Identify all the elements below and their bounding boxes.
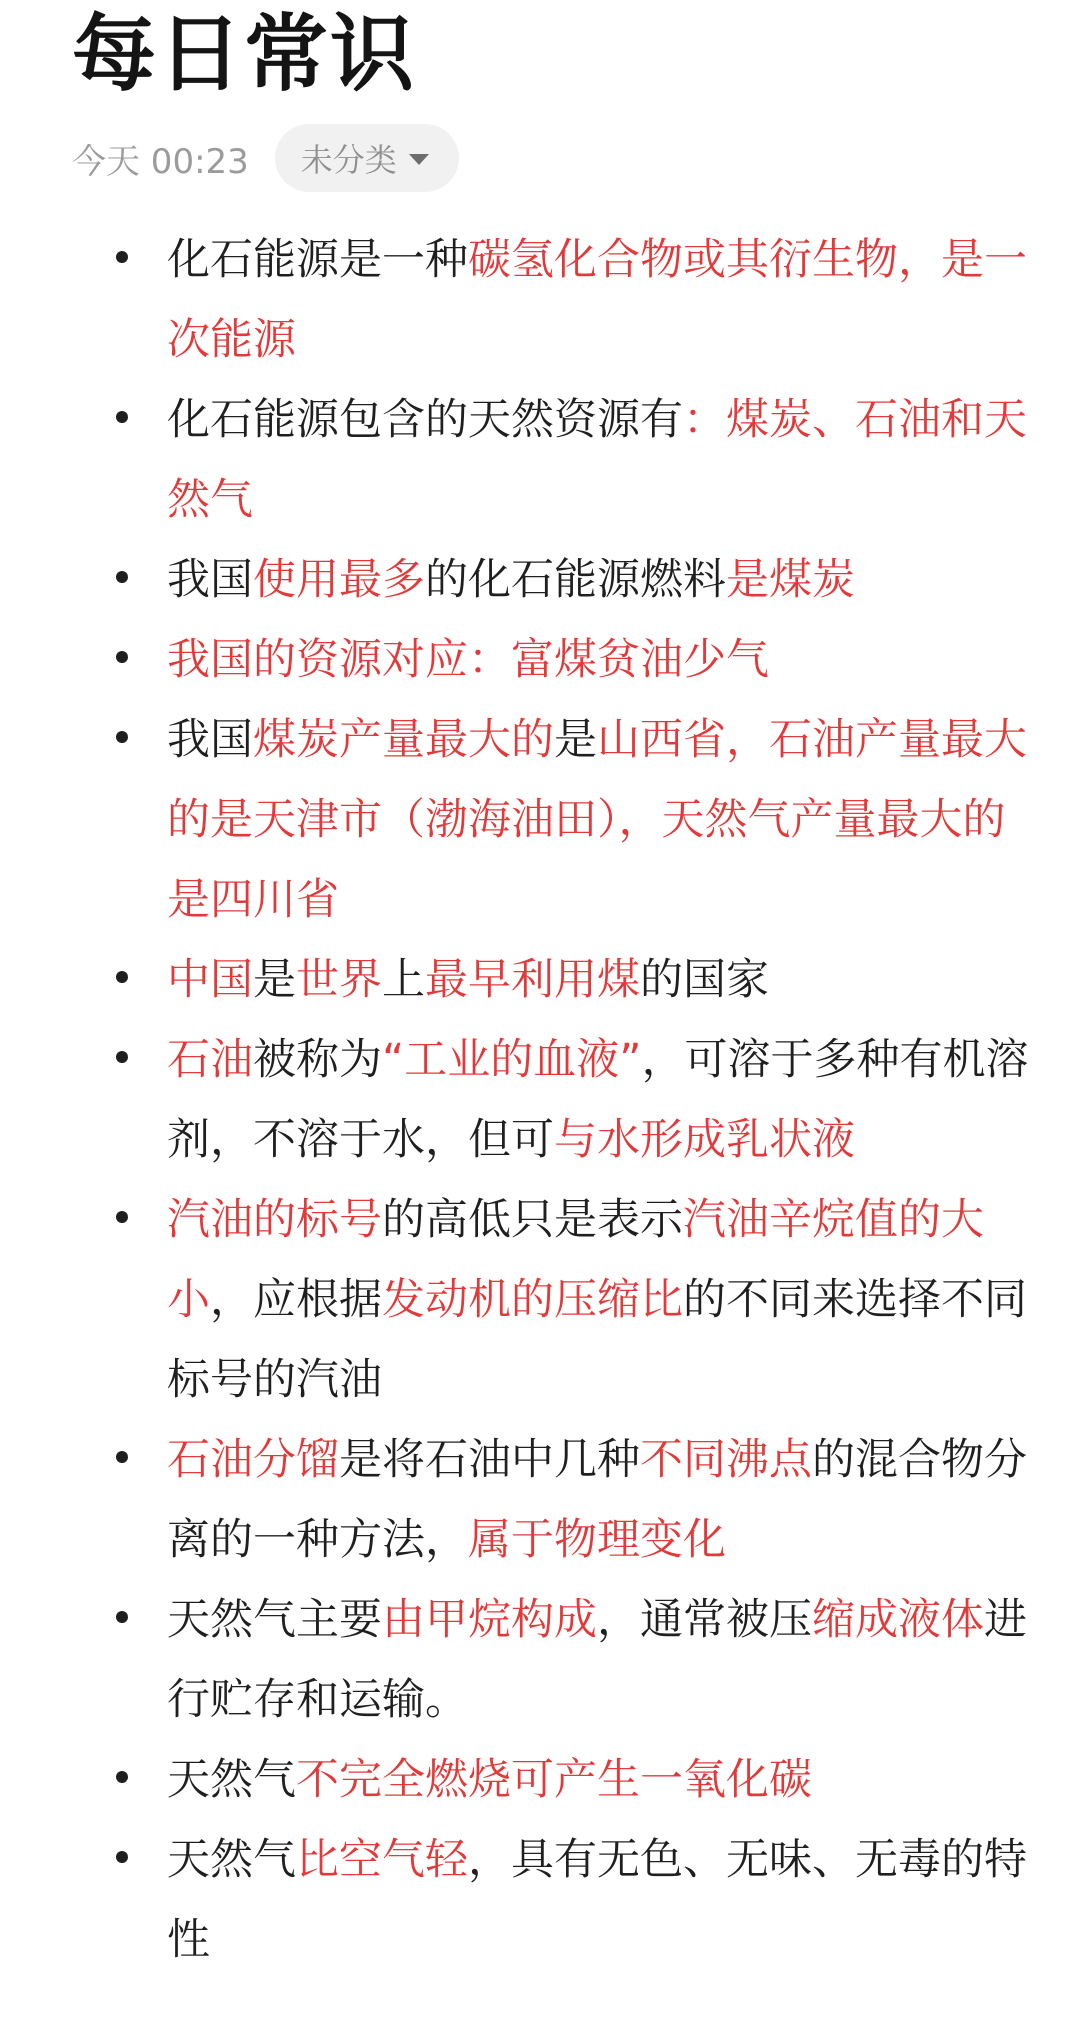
list-item: [0, 1180, 1080, 1420]
highlighted-text: 缩成液体: [812, 1595, 984, 1645]
plain-text: 是: [253, 955, 296, 1005]
plain-text: 化石能源是一种: [167, 235, 468, 285]
list-item-text: [167, 1820, 1040, 1980]
bullet-dot-icon: [116, 731, 128, 743]
highlighted-text: 碳氢化合物或其衍生物，是一次能源: [167, 235, 1027, 365]
bullet-dot-icon: [116, 1851, 128, 1863]
plain-text: 上: [382, 955, 425, 1005]
list-item-text: [167, 380, 1040, 540]
note-meta: [72, 124, 459, 192]
highlighted-text: 发动机的压缩比: [382, 1275, 683, 1325]
list-item-text: [167, 700, 1040, 940]
list-item: [0, 1580, 1080, 1740]
highlighted-text: 最早利用煤: [425, 955, 640, 1005]
plain-text: 天然气: [167, 1835, 296, 1885]
list-item-text: [167, 1580, 1040, 1740]
bullet-dot-icon: [116, 1051, 128, 1063]
category-label: 未分类: [300, 141, 397, 179]
plain-text: 是: [554, 715, 597, 765]
bullet-dot-icon: [116, 1451, 128, 1463]
plain-text: ，可溶于多种有机溶剂，不溶于水，但可: [167, 1035, 1029, 1165]
page-title: 每日常识: [72, 5, 417, 103]
plain-text: 我国: [167, 715, 253, 765]
list-item-text: [167, 1180, 1040, 1420]
plain-text: 天然气: [167, 1755, 296, 1805]
highlighted-text: 石油: [167, 1035, 253, 1085]
plain-text: 天然气主要: [167, 1595, 382, 1645]
list-item: [0, 540, 1080, 620]
list-item: [0, 1820, 1080, 1980]
bullet-dot-icon: [116, 571, 128, 583]
plain-text: ，通常被压: [597, 1595, 812, 1645]
chevron-down-icon: [409, 154, 429, 165]
highlighted-text: 我国的资源对应：富煤贫油少气: [167, 635, 769, 685]
plain-text: 被称为: [253, 1035, 382, 1085]
highlighted-text: 由甲烷构成: [382, 1595, 597, 1645]
list-item-text: [167, 540, 1040, 620]
highlighted-text: 使用最多: [253, 555, 425, 605]
list-item-text: [167, 220, 1040, 380]
plain-text: 的化石能源燃料: [425, 555, 726, 605]
list-item-text: [167, 1740, 1040, 1820]
highlighted-text: 与水形成乳状液: [554, 1115, 855, 1165]
list-item: [0, 700, 1080, 940]
plain-text: 是将石油中几种: [339, 1435, 640, 1485]
list-item: [0, 220, 1080, 380]
list-item: [0, 1740, 1080, 1820]
bullet-dot-icon: [116, 251, 128, 263]
plain-text: 的不同来选择不同标号的汽油: [167, 1275, 1027, 1405]
plain-text: 进行贮存和运输。: [167, 1595, 1027, 1725]
highlighted-text: 属于物理变化: [468, 1515, 726, 1565]
highlighted-text: 山西省，石油产量最大的是天津市（渤海油田），天然气产量最大的是四川省: [167, 715, 1027, 925]
list-item: [0, 380, 1080, 540]
plain-text: 的国家: [640, 955, 769, 1005]
list-item: [0, 620, 1080, 700]
bullet-dot-icon: [116, 1611, 128, 1623]
list-item-text: [167, 940, 1040, 1020]
list-item: [0, 940, 1080, 1020]
highlighted-text: 是煤炭: [726, 555, 855, 605]
highlighted-text: “工业的血液”: [382, 1035, 642, 1085]
list-item-text: [167, 620, 1040, 700]
list-item: [0, 1420, 1080, 1580]
list-item-text: [167, 1020, 1040, 1180]
plain-text: 的高低只是表示: [382, 1195, 683, 1245]
plain-text: 我国: [167, 555, 253, 605]
bullet-dot-icon: [116, 1771, 128, 1783]
highlighted-text: 中国: [167, 955, 253, 1005]
highlighted-text: 不同沸点: [640, 1435, 812, 1485]
plain-text: 化石能源包含的天然资源有: [167, 395, 683, 445]
highlighted-text: 比空气轻: [296, 1835, 468, 1885]
plain-text: ，具有无色、无味、无毒的特性: [167, 1835, 1027, 1965]
bullet-dot-icon: [116, 411, 128, 423]
category-selector[interactable]: [275, 124, 459, 192]
highlighted-text: 不完全燃烧可产生一氧化碳: [296, 1755, 812, 1805]
note-timestamp: 今天 00:23: [72, 141, 249, 182]
highlighted-text: 世界: [296, 955, 382, 1005]
list-item: [0, 1020, 1080, 1180]
plain-text: ，应根据: [210, 1275, 382, 1325]
list-item-text: [167, 1420, 1040, 1580]
plain-text: 的混合物分离的一种方法，: [167, 1435, 1027, 1565]
highlighted-text: 汽油辛烷值的大小: [167, 1195, 984, 1325]
bullet-dot-icon: [116, 1211, 128, 1223]
note-bullet-list: [0, 220, 1080, 1980]
bullet-dot-icon: [116, 651, 128, 663]
bullet-dot-icon: [116, 971, 128, 983]
highlighted-text: 煤炭产量最大的: [253, 715, 554, 765]
highlighted-text: ：煤炭、石油和天然气: [167, 395, 1027, 525]
highlighted-text: 石油分馏: [167, 1435, 339, 1485]
highlighted-text: 汽油的标号: [167, 1195, 382, 1245]
